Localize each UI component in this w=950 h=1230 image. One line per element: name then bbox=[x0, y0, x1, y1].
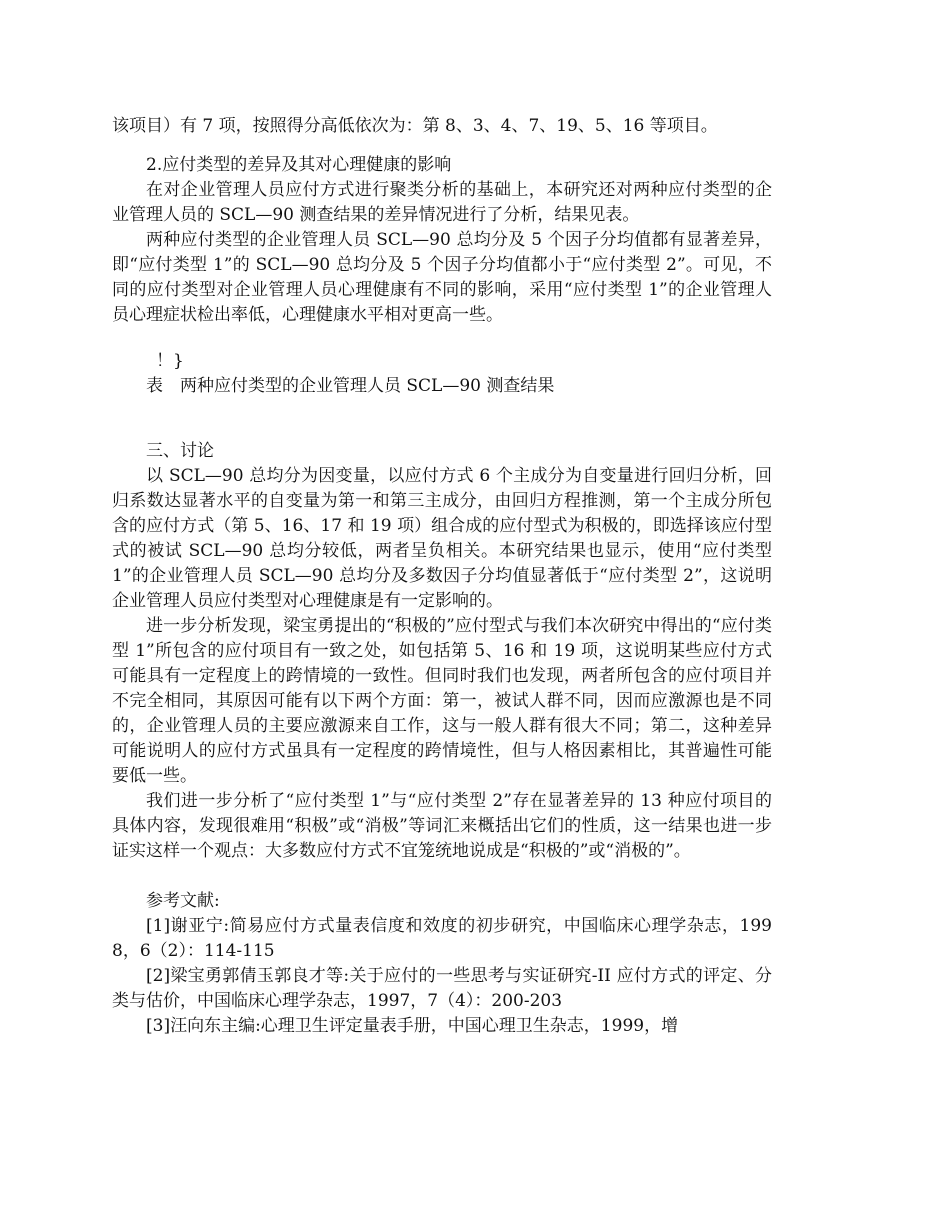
document-page bbox=[112, 114, 772, 1039]
table-caption: 两种应付类型的企业管理人员 SCL—90 测查结果 bbox=[180, 376, 555, 396]
section3-paragraph-3: 我们进一步分析了“应付类型 1”与“应付类型 2”存在显著差异的 13 种应付项目的具体内容，发现很难用“积极”或“消极”等词汇来概括出它们的性质，这一结果也进一步证实这样一个观点：大多数应付方式不宜笼统地说成是“积极的”或“消极的”。 bbox=[112, 791, 772, 861]
section2-paragraph-1: 在对企业管理人员应付方式进行聚类分析的基础上，本研究还对两种应付类型的企业管理人员的 SCL—90 测查结果的差异情况进行了分析，结果见表。 bbox=[112, 180, 772, 225]
table-caption-line bbox=[112, 374, 772, 399]
stray-mark: ！} bbox=[156, 351, 184, 371]
spacer bbox=[112, 399, 772, 439]
lead-paragraph: 该项目）有 7 项，按照得分高低依次为：第 8、3、4、7、19、5、16 等项目。 bbox=[112, 116, 718, 136]
section2-paragraph-2: 两种应付类型的企业管理人员 SCL—90 总均分及 5 个因子分均值都有显著差异，即“应付类型 1”的 SCL—90 总均分及 5 个因子分均值都小于“应付类型 2”。可见，不同的应付类型对企业管理人员心理健康有不同的影响，采用“应付类型 1”的企业管理人员心理症状检出率低，心理健康水平相对更高一些。 bbox=[112, 230, 772, 325]
reference-item-2: [2]梁宝勇郭倩玉郭良才等:关于应付的一些思考与实证研究-II 应付方式的评定、分类与估价，中国临床心理学杂志，1997，7（4）：200-203 bbox=[112, 966, 772, 1011]
spacer bbox=[112, 139, 772, 153]
section3-heading: 三、讨论 bbox=[146, 441, 214, 461]
section2-heading: 2.应付类型的差异及其对心理健康的影响 bbox=[146, 155, 452, 175]
spacer bbox=[112, 864, 772, 889]
section3-paragraph-2: 进一步分析发现，梁宝勇提出的“积极的”应付型式与我们本次研究中得出的“应付类型 1”所包含的应付项目有一致之处，如包括第 5、16 和 19 项，这说明某些应付方式可能具有一定程度上的跨情境的一致性。但同时我们也发现，两者所包含的应付项目并不完全相同，其原因可能有以下两个方面：第一，被试人群不同，因而应激源也是不同的，企业管理人员的主要应激源来自工作，这与一般人群有很大不同；第二，这种差异可能说明人的应付方式虽具有一定程度的跨情境性，但与人格因素相比，其普遍性可能要低一些。 bbox=[112, 616, 772, 786]
section3-paragraph-1: 以 SCL—90 总均分为因变量，以应付方式 6 个主成分为自变量进行回归分析，回归系数达显著水平的自变量为第一和第三主成分，由回归方程推测，第一个主成分所包含的应付方式（第 5、16、17 和 19 项）组合成的应付型式为积极的，即选择该应付型式的被试 SCL—90 总均分较低，两者呈负相关。本研究结果也显示，使用“应付类型 1”的企业管理人员 SCL—90 总均分及多数因子分均值显著低于“应付类型 2”，这说明企业管理人员应付类型对心理健康是有一定影响的。 bbox=[112, 466, 772, 611]
reference-item-3: [3]汪向东主编:心理卫生评定量表手册，中国心理卫生杂志，1999，增 bbox=[146, 1016, 679, 1036]
spacer bbox=[112, 328, 772, 349]
references-heading: 参考文献: bbox=[146, 891, 220, 911]
reference-item-1: [1]谢亚宁:简易应付方式量表信度和效度的初步研究，中国临床心理学杂志，1998，6（2）：114-115 bbox=[112, 916, 772, 961]
table-caption-label: 表 bbox=[146, 376, 163, 396]
